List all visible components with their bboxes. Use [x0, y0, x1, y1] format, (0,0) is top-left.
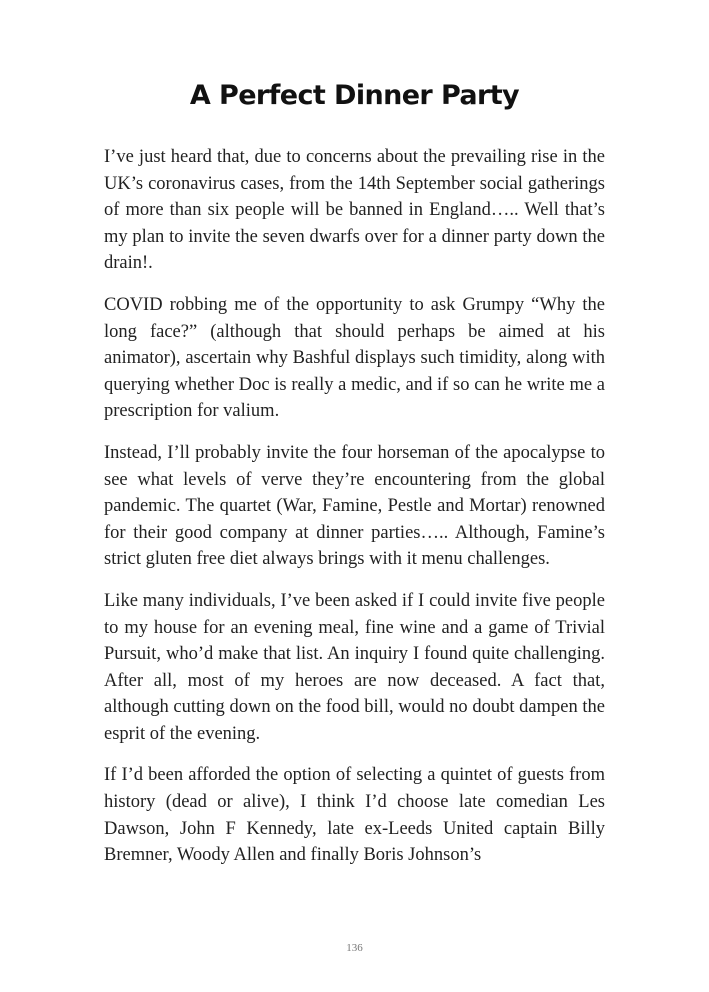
paragraph-1: I’ve just heard that, due to concerns about the prevailing rise in the UK’s coronavirus cases, from the 14th September social gatherings of more than six people will be banned in England….. Well that’s my plan to invite the seven dwarfs over for a dinner party down the drain!.	[104, 147, 605, 274]
body-text	[104, 144, 605, 884]
page-title: A Perfect Dinner Party	[189, 80, 520, 111]
page-number: 136	[346, 942, 363, 954]
paragraph-3: Instead, I’ll probably invite the four horseman of the apocalypse to see what levels of verve they’re encountering from the global pandemic. The quartet (War, Famine, Pestle and Mortar) renowned for their good company at dinner parties….. Although, Famine’s strict gluten free diet always brings with it menu challenges.	[104, 442, 605, 570]
paragraph-4: Like many individuals, I’ve been asked if I could invite five people to my house for an evening meal, fine wine and a game of Trivial Pursuit, who’d make that list. An inquiry I found quite challenging. After all, most of my heroes are now deceased. A fact that, although cutting down on the food bill, would no doubt dampen the esprit of the evening.	[104, 590, 605, 744]
paragraph-5: If I’d been afforded the option of selecting a quintet of guests from history (dead or alive), I think I’d choose late comedian Les Dawson, John F Kennedy, late ex-Leeds United captain Billy Bremner, Woody Allen and finally Boris Johnson’s	[104, 765, 605, 866]
paragraph-2: COVID robbing me of the opportunity to ask Grumpy “Why the long face?” (although that should perhaps be aimed at his animator), ascertain why Bashful displays such timidity, along with querying whether Doc is really a medic, and if so can he write me a prescription for valium.	[104, 294, 605, 422]
